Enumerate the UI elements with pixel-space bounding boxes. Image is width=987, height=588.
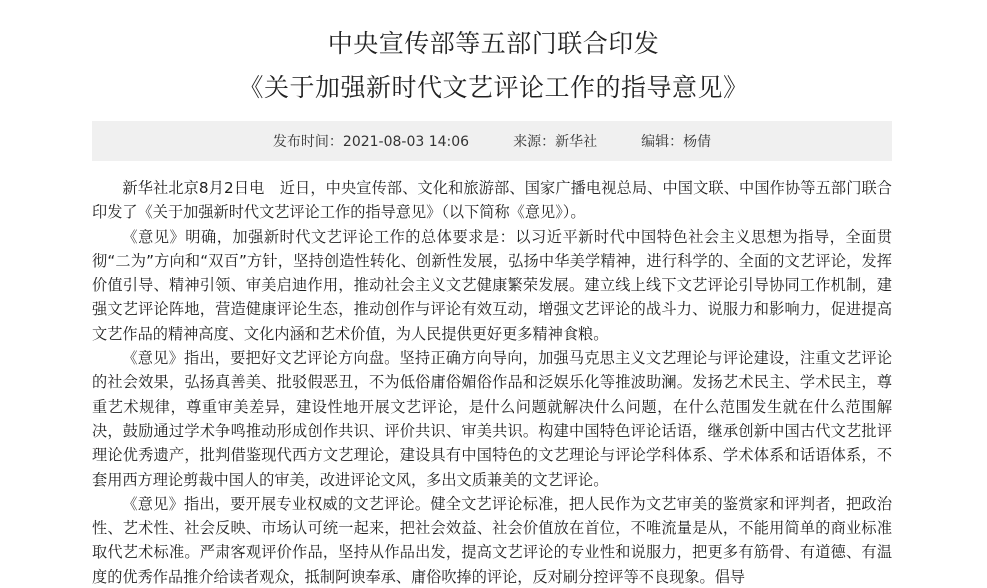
article-title-line2: 《关于加强新时代文艺评论工作的指导意见》 bbox=[238, 73, 749, 102]
article-body bbox=[92, 176, 892, 588]
article-source: 来源：新华社 bbox=[513, 134, 598, 150]
article-editor: 编辑：杨倩 bbox=[641, 134, 712, 150]
publish-time: 发布时间：2021-08-03 14:06 bbox=[272, 134, 470, 150]
article-paragraph: 《意见》指出，要把好文艺评论方向盘。坚持正确方向导向，加强马克思主义文艺理论与评论建设，注重文艺评论的社会效果，弘扬真善美、批驳假恶丑，不为低俗庸俗媚俗作品和泛娱乐化等推波助澜。发扬艺术民主、学术民主，尊重艺术规律，尊重审美差异，建设性地开展文艺评论，是什么问题就解决什么问题，在什么范围发生就在什么范围解决，鼓励通过学术争鸣推动形成创作共识、评价共识、审美共识。构建中国特色评论话语，继承创新中国古代文艺批评理论优秀遗产，批判借鉴现代西方文艺理论，建设具有中国特色的文艺理论与评论学科体系、学术体系和话语体系，不套用西方理论剪裁中国人的审美，改进评论文风，多出文质兼美的文艺评论。 bbox=[92, 349, 892, 489]
article-paragraph: 《意见》明确，加强新时代文艺评论工作的总体要求是：以习近平新时代中国特色社会主义思想为指导，全面贯彻“二为”方向和“双百”方针，坚持创造性转化、创新性发展，弘扬中华美学精神，进行科学的、全面的文艺评论，发挥价值引导、精神引领、审美启迪作用，推动社会主义文艺健康繁荣发展。建立线上线下文艺评论引导协同工作机制，建强文艺评论阵地，营造健康评论生态，推动创作与评论有效互动，增强文艺评论的战斗力、说服力和影响力，促进提高文艺作品的精神高度、文化内涵和艺术价值，为人民提供更好更多精神食粮。 bbox=[92, 227, 892, 343]
article-paragraph: 新华社北京8月2日电 近日，中央宣传部、文化和旅游部、国家广播电视总局、中国文联、中国作协等五部门联合印发了《关于加强新时代文艺评论工作的指导意见》（以下简称《意见》）。 bbox=[92, 179, 892, 222]
article-meta-bar bbox=[92, 121, 892, 161]
article-paragraph: 《意见》指出，要开展专业权威的文艺评论。健全文艺评论标准，把人民作为文艺审美的鉴赏家和评判者，把政治性、艺术性、社会反映、市场认可统一起来，把社会效益、社会价值放在首位，不唯流量是从，不能用简单的商业标准取代艺术标准。严肃客观评价作品，坚持从作品出发，提高文艺评论的专业性和说服力，把更多有筋骨、有道德、有温度的优秀作品推介给读者观众，抵制阿谀奉承、庸俗吹捧的评论，反对刷分控评等不良现象。倡导 bbox=[92, 494, 892, 586]
article-title-line1: 中央宣传部等五部门联合印发 bbox=[327, 29, 660, 58]
